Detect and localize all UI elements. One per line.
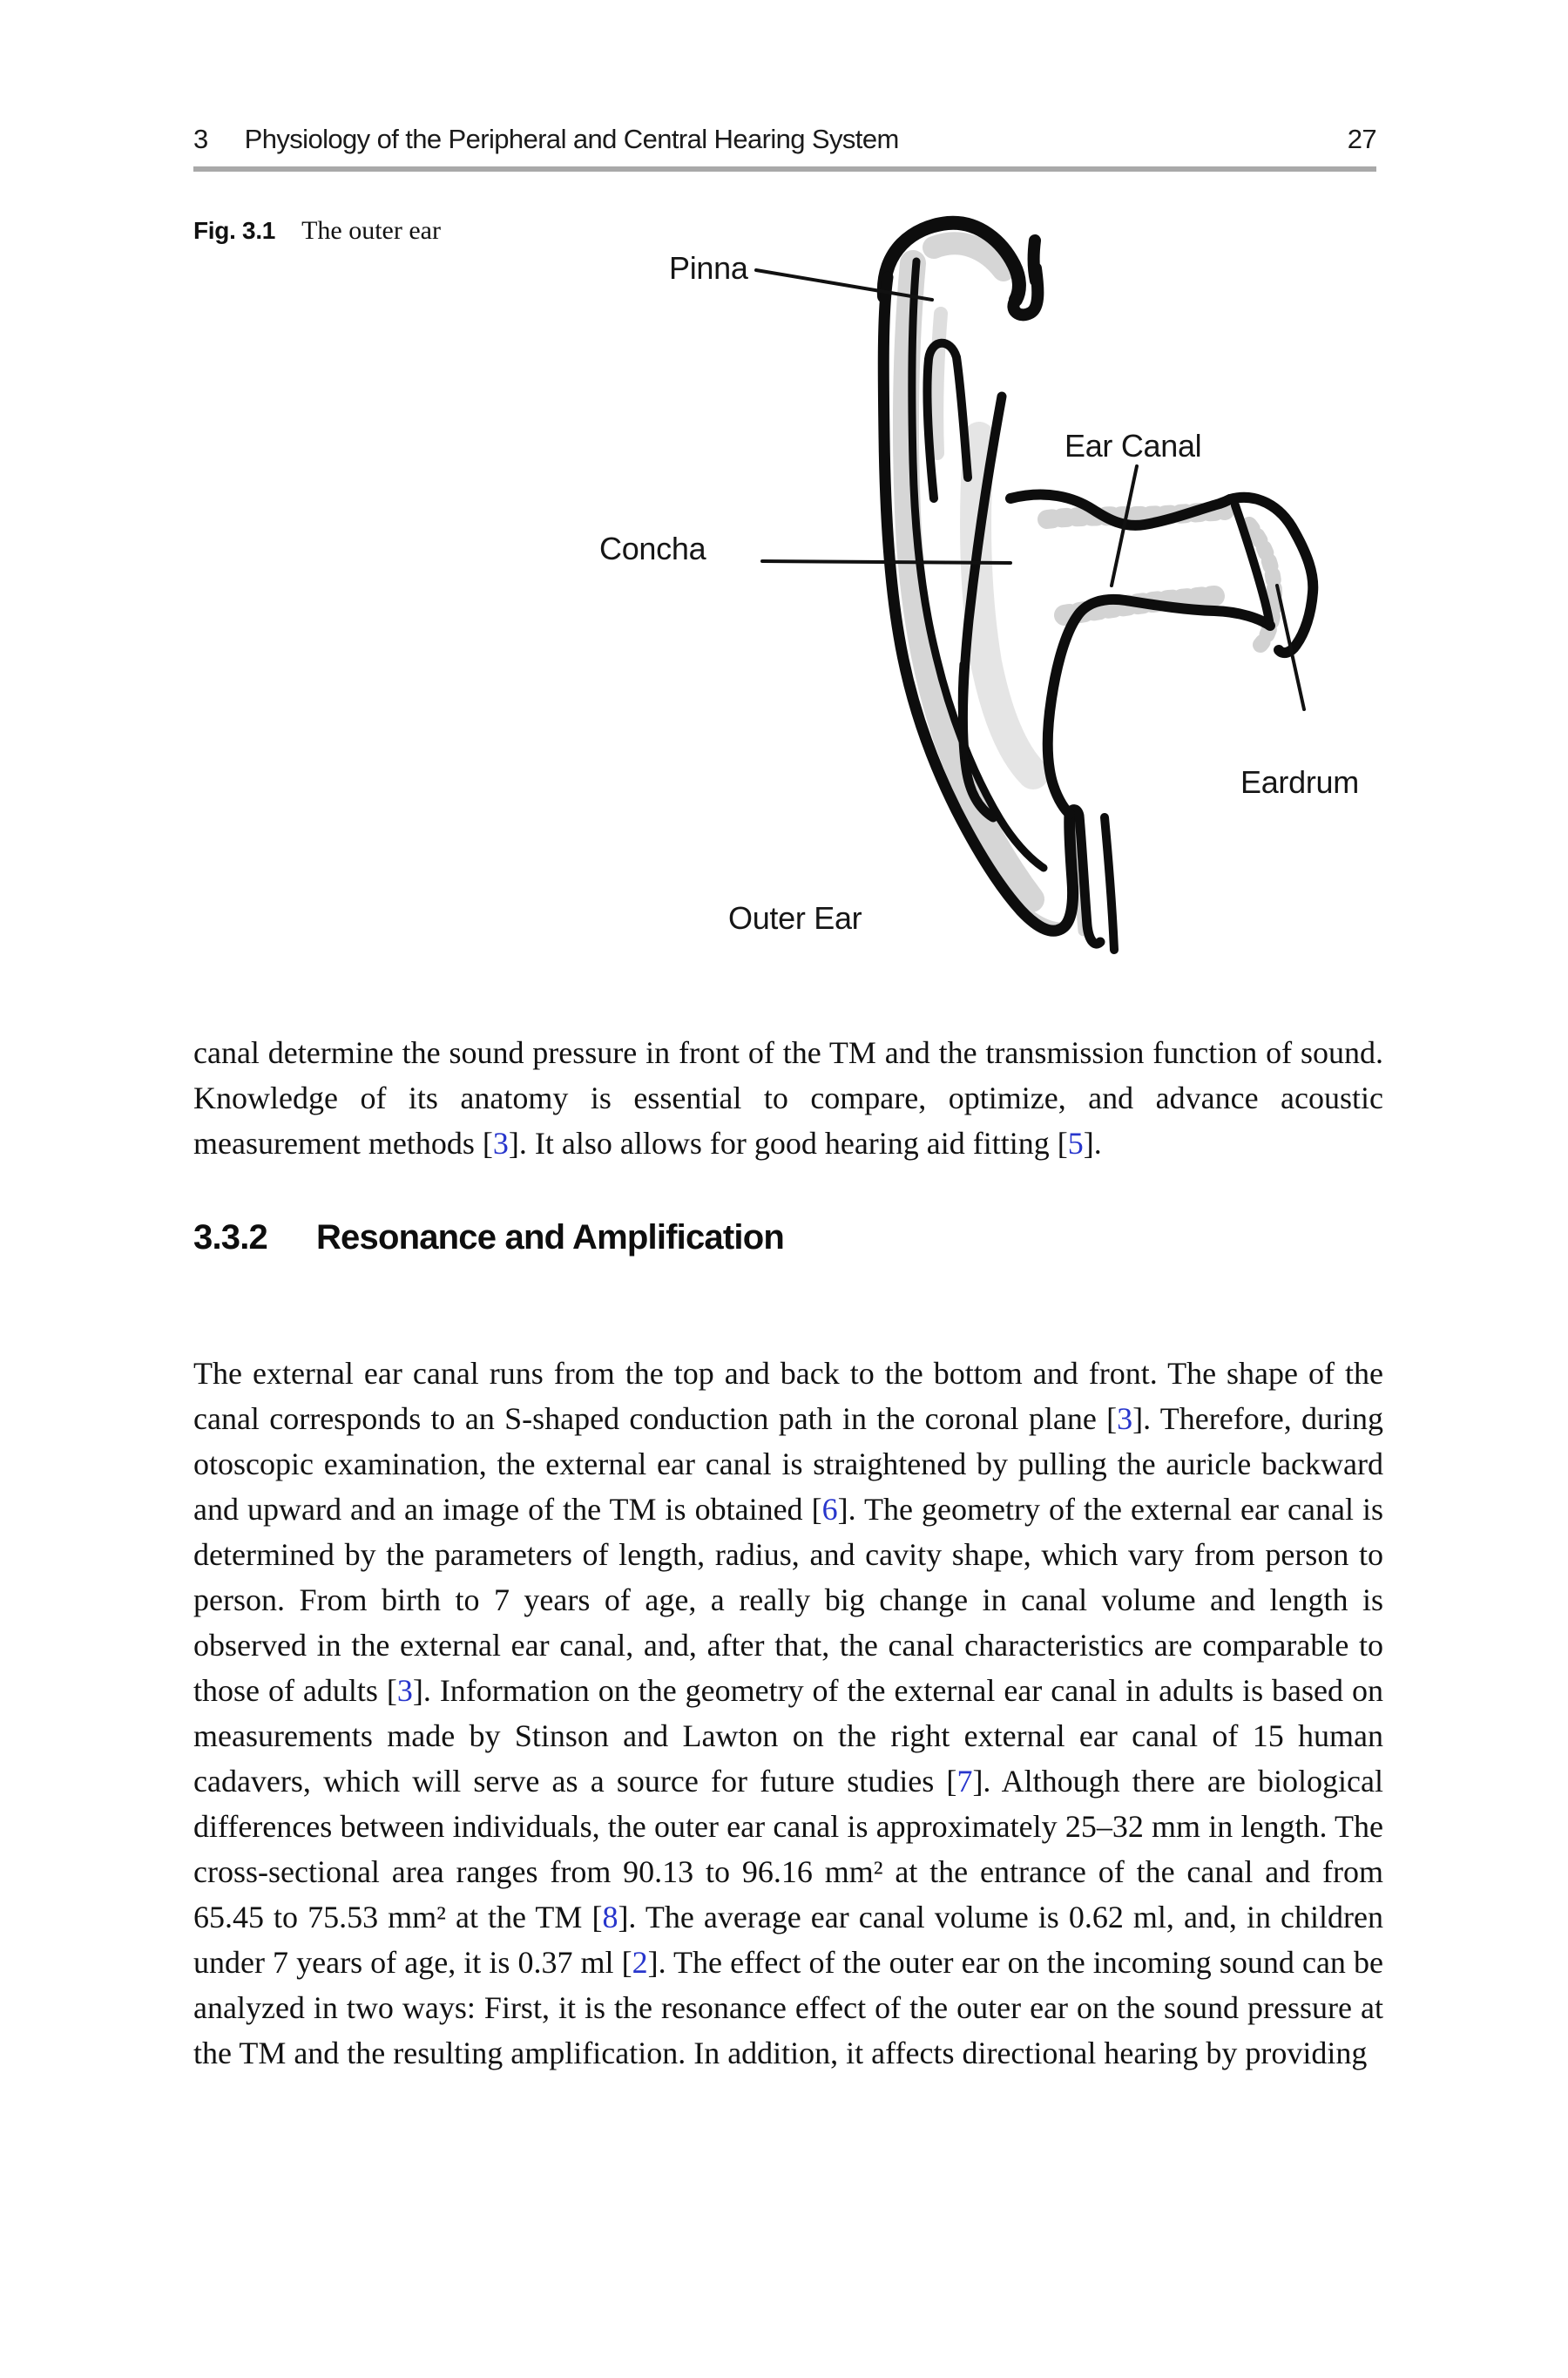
canal-bottom-edge-path [1048, 600, 1270, 814]
shading-upper-pinna [936, 314, 941, 453]
citation-ref[interactable]: 8 [602, 1900, 618, 1934]
page-number: 27 [1347, 124, 1376, 154]
concha-label: Concha [599, 531, 706, 566]
outer-ear-figure [523, 209, 1411, 959]
concha-leader-line [762, 561, 1010, 563]
chapter-number: 3 [193, 124, 208, 154]
leader-lines-group [756, 270, 1304, 709]
citation-ref[interactable]: 7 [956, 1764, 973, 1799]
running-head [193, 124, 1376, 155]
citation-ref[interactable]: 2 [632, 1945, 648, 1980]
figure-caption-text: The outer ear [301, 216, 441, 245]
helix-crus-path [1034, 241, 1036, 281]
citation-ref[interactable]: 3 [1117, 1401, 1133, 1436]
header-rule [193, 166, 1376, 172]
chapter-title: Physiology of the Peripheral and Central Hearing System [244, 124, 899, 154]
pinna-label: Pinna [669, 250, 748, 286]
citation-ref[interactable]: 3 [492, 1126, 509, 1161]
section-number: 3.3.2 [193, 1218, 267, 1257]
figure-caption [193, 216, 441, 246]
outer-ear-drawing [523, 209, 1411, 959]
running-head-left [193, 124, 899, 155]
citation-ref[interactable]: 3 [396, 1673, 413, 1708]
eardrum-label: Eardrum [1240, 764, 1359, 800]
lobe-tail-path [1105, 817, 1114, 950]
citation-ref[interactable]: 5 [1067, 1126, 1084, 1161]
section-heading [193, 1218, 784, 1257]
section-title: Resonance and Amplification [315, 1218, 784, 1257]
outer-ear-label: Outer Ear [728, 900, 862, 936]
figure-caption-label: Fig. 3.1 [193, 217, 276, 244]
ear-outline-group [883, 223, 1313, 950]
paragraph-resonance-amplification: The external ear canal runs from the top and back to the bottom and front. The shape of the canal corresponds to an S-shaped conduction path in the coronal plane [3]. Therefore, during otoscopic examination, the external ear canal is straightened by pulling the auricle backward and upward and an image of the TM is obtained [6]. The geometry of the external ear canal is determined by the parameters of length, radius, and cavity shape, which vary from person to person. From birth to 7 years of age, a really big change in canal volume and length is observed in the external ear canal, and, after that, the canal characteristics are comparable to those of adults [3]. Information on the geometry of the external ear canal in adults is based on measurements made by Stinson and Lawton on the right external ear canal of 15 human cadavers, which will serve as a source for future studies [7]. Although there are biological differences between individuals, the outer ear canal is approximately 25–32 mm in length. The cross-sectional area ranges from 90.13 to 96.16 mm² at the entrance of the canal and from 65.45 to 75.53 mm² at the TM [8]. The average ear canal volume is 0.62 ml, and, in children under 7 years of age, it is 0.37 ml [2]. The effect of the outer ear on the incoming sound can be analyzed in two ways: First, it is the resonance effect of the outer ear on the sound pressure at the TM and the resulting amplification. In addition, it affects directional hearing by providing [193, 1356, 1384, 2070]
citation-ref[interactable]: 6 [821, 1492, 838, 1527]
ear-canal-label: Ear Canal [1064, 428, 1202, 464]
paragraph-canal-pressure: canal determine the sound pressure in front of the TM and the transmission function of sound. Knowledge of its anatomy is essential to compare, optimize, and advance acoustic measurement methods [3]. It also allows for good hearing aid fitting [5]. [193, 1035, 1383, 1161]
